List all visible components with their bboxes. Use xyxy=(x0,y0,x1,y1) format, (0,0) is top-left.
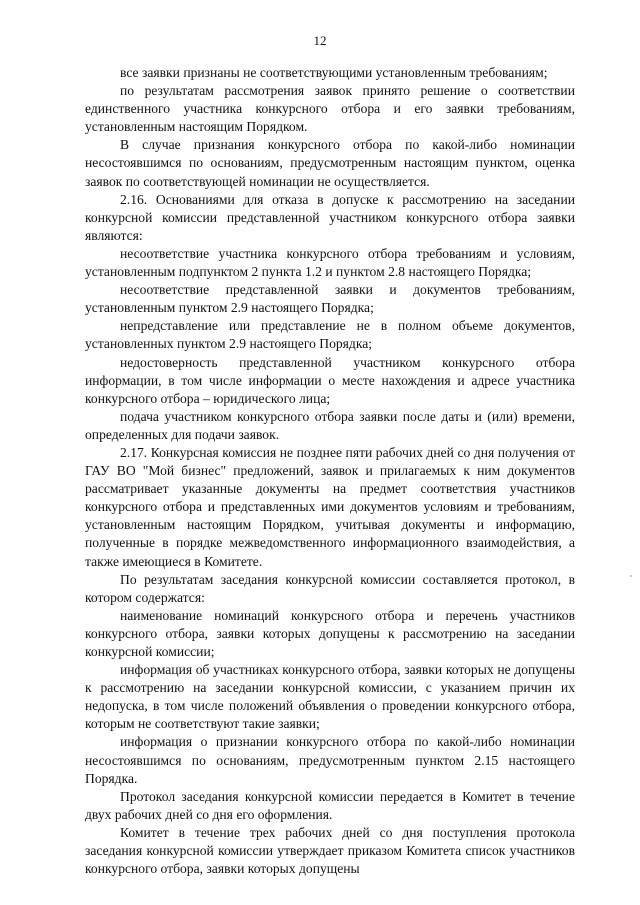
paragraph-protocol-contents: По результатам заседания конкурсной комиссии составляется протокол, в котором содержатся: xyxy=(85,571,575,605)
paragraph-documents-missing: непредставление или представление не в полном объеме документов, установленных пунктом 2.9 настоящего Порядка; xyxy=(85,318,575,352)
paragraph-committee-approval: Комитет в течение трех рабочих дней со дня поступления протокола заседания конкурсной комиссии утверждает приказом Комитета список участников конкурсного отбора, заявки которых допущены xyxy=(85,824,575,877)
page-number: 12 xyxy=(313,33,327,48)
document-text xyxy=(85,64,575,878)
paragraph-application-noncompliance: несоответствие представленной заявки и документов требованиям, установленным пунктом 2.9 настоящего Порядка; xyxy=(85,282,575,316)
paragraph-false-information: недостоверность представленной участником конкурсного отбора информации, в том числе информации о месте нахождения и адресе участника конкурсного отбора – юридического лица; xyxy=(85,354,575,406)
paragraph-2-16-grounds: 2.16. Основаниями для отказа в допуске к рассмотрению на заседании конкурсной комиссии представленной участником конкурсного отбора заявки являются: xyxy=(85,191,575,243)
paragraph-2-17-commission: 2.17. Конкурсная комиссия не позднее пяти рабочих дней со дня получения от ГАУ ВО "Мой бизнес" предложений, заявок и прилагаемых к ним документов рассматривает указанные документы на предмет соответствия участников конкурсного отбора и представленных ими документов условиям и требованиям, установленным настоящим Порядком, учитывая документы и информацию, полученные в порядке межведомственного информационного взаимодействия, а также имеющиеся в Комитете. xyxy=(85,444,575,569)
paragraph-all-applications-rejected: все заявки признаны не соответствующими установленным требованиям; xyxy=(120,65,548,80)
paragraph-nominations-list: наименование номинаций конкурсного отбора и перечень участников конкурсного отбора, заявки которых допущены к рассмотрению на заседании конкурсной комиссии; xyxy=(85,607,575,659)
paragraph-nomination-failed-info: информация о признании конкурсного отбора по какой-либо номинации несостоявшимся по основаниям, предусмотренным пунктом 2.15 настоящего Порядка. xyxy=(85,734,575,786)
paragraph-single-participant: по результатам рассмотрения заявок принято решение о соответствии единственного участника конкурсного отбора и его заявки требованиям, установленным настоящим Порядком. xyxy=(85,83,575,135)
scan-speck xyxy=(630,575,632,577)
paragraph-participant-noncompliance: несоответствие участника конкурсного отбора требованиям и условиям, установленным подпунктом 2 пункта 1.2 и пунктом 2.8 настоящего Порядка; xyxy=(85,245,575,280)
paragraph-protocol-transfer: Протокол заседания конкурсной комиссии передается в Комитет в течение двух рабочих дней со дня его оформления. xyxy=(85,788,575,822)
paragraph-rejected-participants: информация об участниках конкурсного отбора, заявки которых не допущены к рассмотрению на заседании конкурсной комиссии, с указанием причин их недопуска, в том числе положений объявления о проведении конкурсного отбора, которым не соответствуют такие заявки; xyxy=(85,662,575,732)
paragraph-nomination-failed: В случае признания конкурсного отбора по какой-либо номинации несостоявшимся по основаниям, предусмотренным настоящим пунктом, оценка заявок по соответствующей номинации не осуществляется. xyxy=(85,137,575,189)
paragraph-late-submission: подача участником конкурсного отбора заявки после даты и (или) времени, определенных для подачи заявок. xyxy=(85,408,575,442)
